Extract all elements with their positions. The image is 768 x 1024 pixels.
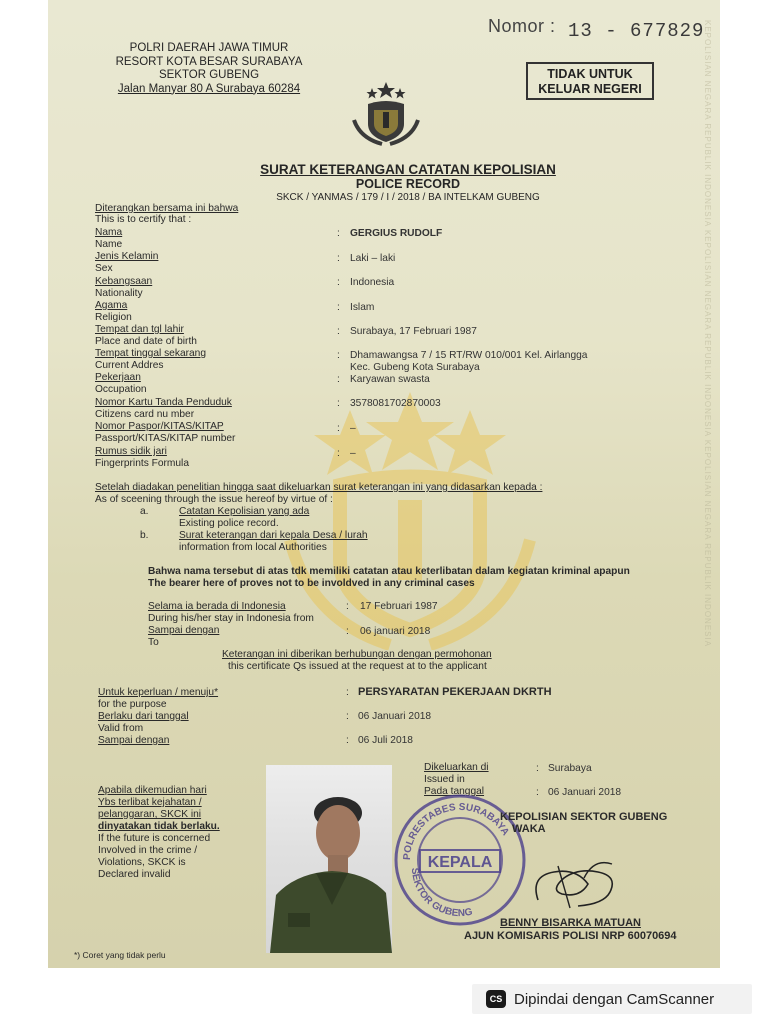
- field-label-id: Pekerjaan: [95, 372, 141, 383]
- field-label-en: Sex: [95, 263, 113, 274]
- field-label-en: Current Addres: [95, 360, 164, 371]
- disclaimer-line-2: Ybs terlibat kejahatan /: [98, 797, 202, 808]
- valid-until-id: Sampai dengan: [98, 735, 170, 746]
- field-label-en: Religion: [95, 312, 132, 323]
- statement-en: The bearer here of proves not to be involdved in any criminal cases: [148, 578, 475, 589]
- field-label-id: Nama: [95, 227, 123, 238]
- statement-id: Bahwa nama tersebut di atas tdk memiliki catatan atau keterlibatan dalam kegiatan kriminal apapun: [148, 566, 630, 577]
- field-value: –: [350, 423, 356, 434]
- document-title: SURAT KETERANGAN CATATAN KEPOLISIAN: [260, 162, 556, 177]
- stay-from-en: During his/her stay in Indonesia from: [148, 613, 314, 624]
- research-b-id: Surat keterangan dari kepala Desa / lurah: [179, 530, 368, 541]
- issuer-line-2: RESORT KOTA BESAR SURABAYA: [115, 55, 303, 68]
- issuer-address: Jalan Manyar 80 A Surabaya 60284: [117, 82, 301, 95]
- disclaimer-line-6: Involved in the crime /: [98, 845, 198, 856]
- footnote: *) Coret yang tidak perlu: [74, 950, 166, 960]
- disclaimer-line-3: pelanggaran, SKCK ini: [98, 809, 202, 820]
- field-label-id: Rumus sidik jari: [95, 446, 167, 457]
- signatory-name: BENNY BISARKA MATUAN: [500, 917, 641, 929]
- field-label-en: Citizens card nu mber: [95, 409, 195, 420]
- police-record-document: KEPOLISIAN NEGARA REPUBLIK INDONESIA KEPOLISIAN NEGARA REPUBLIK INDONESIA KEPOLISIAN NEGARA REPUBLIK INDONESIA Nomor : 13 - 677829 POLRI DAERAH JAWA TIMUR RESORT KOTA BESAR SURABAYA SEKTOR GUBENG Jalan Manyar 80 A Surabaya 60284 TIDAK UNTUK KELUAR NEGERI SURAT KETERANGAN CATATAN KEPOLISIAN POLICE RECORD SKCK / YANMAS / 179 / I / 2018 / BA INTELKAM GUBENG Diterangkan bersama ini bahwa This is to certify that : Nama Name : GERGIUS RUDOLF Jenis Kelamin Sex : Laki – laki Kebangsaan Nationality : Indonesia Agama Religion : Islam Tempat dan tgl lahir Place and date of birth : Surabaya, 17 Februari 1987 Tempat tinggal sekarang Current Addres : Dhamawangsa 7 / 15 RT/RW 010/001 Kel. Airlangga Kec. Gubeng Kota Surabaya Pekerjaan Occupation : Karyawan swasta Nomor Kartu Tanda Penduduk Citizens card nu mber : 3578081702870003 Nomor Paspor/KITAS/KITAP Passport/KITAS/KITAP number : – Rumus sidik jari Fingerprints Formula : – Setelah diadakan penelitian hingga saat dikeluarkan surat keterangan ini yang didasarkan kepada : As of sceening through the issue hereof by virtue of : a. Catatan Kepolisian yang ada Existing police record. b. Surat keterangan dari kepala Desa / lurah information from local Authorities Bahwa nama tersebut di atas tdk memiliki catatan atau keterlibatan dalam kegiatan kriminal apapun The bearer here of proves not to be involdved in any criminal cases Selama ia berada di Indonesia During his/her stay in Indonesia from : 17 Februari 1987 Sampai dengan To : 06 januari 2018 Keterangan ini diberikan berhubungan dengan permohonan this certificate Qs issued at the request at to the applicant Untuk keperluan / menuju* for the purpose : PERSYARATAN PEKERJAAN DKRTH Berlaku dari tanggal Valid from : 06 Januari 2018 Sampai dengan : 06 Juli 2018 Dikeluarkan di Issued in : Surabaya Pada tanggal : 06 Januari 2018 Apabila dikemudian hari Ybs terlibat kejahatan / pelanggaran, SKCK ini dinyatakan tidak berlaku. If the future is concerned Involved in the crime / Violations, SKCK is Declared invalid POLRESTABES SURABAYA SEKTOR GUBENG KEPALA KEPOLISIAN SEKTOR GUBENG WAKA BENNY BISARKA MATUAN AJUN KOMISARIS POLISI NRP 60070694 *) Coret yang tidak perlu: [48, 0, 720, 968]
- research-b-letter: b.: [140, 530, 149, 541]
- research-a-en: Existing police record.: [179, 518, 279, 529]
- purpose-value: PERSYARATAN PEKERJAAN DKRTH: [358, 686, 552, 698]
- stamp-center-text: KEPALA: [427, 854, 493, 871]
- issued-date-id: Pada tanggal: [424, 786, 485, 797]
- stamp-bottom-text: SEKTOR GUBENG: [408, 867, 474, 920]
- svg-text:SEKTOR GUBENG: [409, 867, 474, 919]
- not-for-abroad-line-1: TIDAK UNTUK: [547, 67, 633, 81]
- intro-id: Diterangkan bersama ini bahwa: [95, 203, 239, 214]
- stay-to-en: To: [148, 637, 159, 648]
- signatory-rank: AJUN KOMISARIS POLISI NRP 60070694: [464, 930, 677, 942]
- research-a-letter: a.: [140, 506, 149, 517]
- field-label-id: Tempat tinggal sekarang: [95, 348, 206, 359]
- disclaimer-line-1: Apabila dikemudian hari: [98, 785, 207, 796]
- nomor-label: Nomor :: [488, 16, 556, 36]
- valid-from-value: 06 Januari 2018: [358, 711, 432, 722]
- field-value: Karyawan swasta: [350, 374, 430, 385]
- field-value: Laki – laki: [350, 253, 396, 264]
- field-label-id: Nomor Kartu Tanda Penduduk: [95, 397, 232, 408]
- field-label-en: Occupation: [95, 384, 147, 395]
- valid-from-id: Berlaku dari tanggal: [98, 711, 189, 722]
- disclaimer-line-4: dinyatakan tidak berlaku.: [98, 821, 220, 832]
- valid-from-en: Valid from: [98, 723, 144, 734]
- field-value: Surabaya, 17 Februari 1987: [350, 326, 477, 337]
- document-subtitle: POLICE RECORD: [355, 177, 461, 191]
- field-label-en: Fingerprints Formula: [95, 458, 189, 469]
- issued-in-value: Surabaya: [548, 763, 592, 774]
- issued-date-value: 06 Januari 2018: [548, 787, 622, 798]
- field-value-line-2: Kec. Gubeng Kota Surabaya: [350, 362, 480, 373]
- field-label-id: Jenis Kelamin: [95, 251, 159, 262]
- disclaimer-line-8: Declared invalid: [98, 869, 171, 880]
- field-label-en: Place and date of birth: [95, 336, 197, 347]
- stay-from-id: Selama ia berada di Indonesia: [148, 601, 286, 612]
- stay-from-value: 17 Februari 1987: [360, 601, 438, 612]
- field-label-en: Passport/KITAS/KITAP number: [95, 433, 236, 444]
- issuer-line-1: POLRI DAERAH JAWA TIMUR: [129, 42, 289, 54]
- research-en: As of sceening through the issue hereof by virtue of :: [95, 494, 333, 505]
- field-label-id: Tempat dan tgl lahir: [95, 324, 184, 335]
- signature-icon: [518, 848, 638, 916]
- security-border-text: KEPOLISIAN NEGARA REPUBLIK INDONESIA KEPOLISIAN NEGARA REPUBLIK INDONESIA KEPOLISIAN NEGARA REPUBLIK INDONESIA: [703, 20, 712, 648]
- field-value: –: [350, 448, 356, 459]
- field-value: Indonesia: [350, 277, 395, 288]
- not-for-abroad-line-2: KELUAR NEGERI: [538, 82, 642, 96]
- issuer-header: [104, 42, 314, 96]
- field-label-id: Kebangsaan: [95, 276, 153, 287]
- request-en: this certificate Qs issued at the request at to the applicant: [228, 661, 487, 672]
- issuer-line-3: SEKTOR GUBENG: [158, 69, 260, 81]
- intro-en: This is to certify that :: [95, 214, 192, 225]
- applicant-photo: [266, 765, 392, 953]
- field-value: Dhamawangsa 7 / 15 RT/RW 010/001 Kel. Airlangga: [350, 350, 588, 361]
- field-label-en: Name: [95, 239, 123, 250]
- field-label-id: Agama: [95, 300, 128, 311]
- issued-in-en: Issued in: [424, 774, 465, 785]
- research-id: Setelah diadakan penelitian hingga saat dikeluarkan surat keterangan ini yang didasarkan kepada :: [95, 482, 543, 493]
- not-for-abroad-box: [526, 62, 654, 100]
- field-label-id: Nomor Paspor/KITAS/KITAP: [95, 421, 224, 432]
- signatory-position: WAKA: [512, 823, 546, 835]
- field-value: GERGIUS RUDOLF: [350, 228, 443, 239]
- purpose-en: for the purpose: [98, 699, 167, 710]
- valid-until-value: 06 Juli 2018: [358, 735, 413, 746]
- applicant-portrait-icon: [266, 765, 392, 953]
- document-reference: SKCK / YANMAS / 179 / I / 2018 / BA INTELKAM GUBENG: [276, 192, 540, 203]
- research-a-id: Catatan Kepolisian yang ada: [179, 506, 310, 517]
- signatory-office: KEPOLISIAN SEKTOR GUBENG: [500, 811, 668, 823]
- camscanner-label: Dipindai dengan CamScanner: [514, 990, 715, 1008]
- camscanner-badge: [472, 984, 752, 1014]
- stay-to-id: Sampai dengan: [148, 625, 220, 636]
- stamp-top-text: POLRESTABES SURABAYA: [401, 801, 511, 861]
- camscanner-logo-icon: CS: [486, 990, 506, 1008]
- purpose-id: Untuk keperluan / menuju*: [98, 687, 219, 698]
- research-b-en: information from local Authorities: [179, 542, 327, 553]
- issued-in-id: Dikeluarkan di: [424, 762, 489, 773]
- stay-to-value: 06 januari 2018: [360, 626, 431, 637]
- field-value: Islam: [350, 302, 375, 313]
- nomor-value: 13 - 677829: [568, 20, 705, 42]
- disclaimer-line-7: Violations, SKCK is: [98, 857, 186, 868]
- disclaimer-line-5: If the future is concerned: [98, 833, 211, 844]
- request-id: Keterangan ini diberikan berhubungan dengan permohonan: [222, 649, 492, 660]
- police-emblem-icon: [346, 80, 426, 148]
- field-label-en: Nationality: [95, 288, 143, 299]
- field-value: 3578081702870003: [350, 398, 441, 409]
